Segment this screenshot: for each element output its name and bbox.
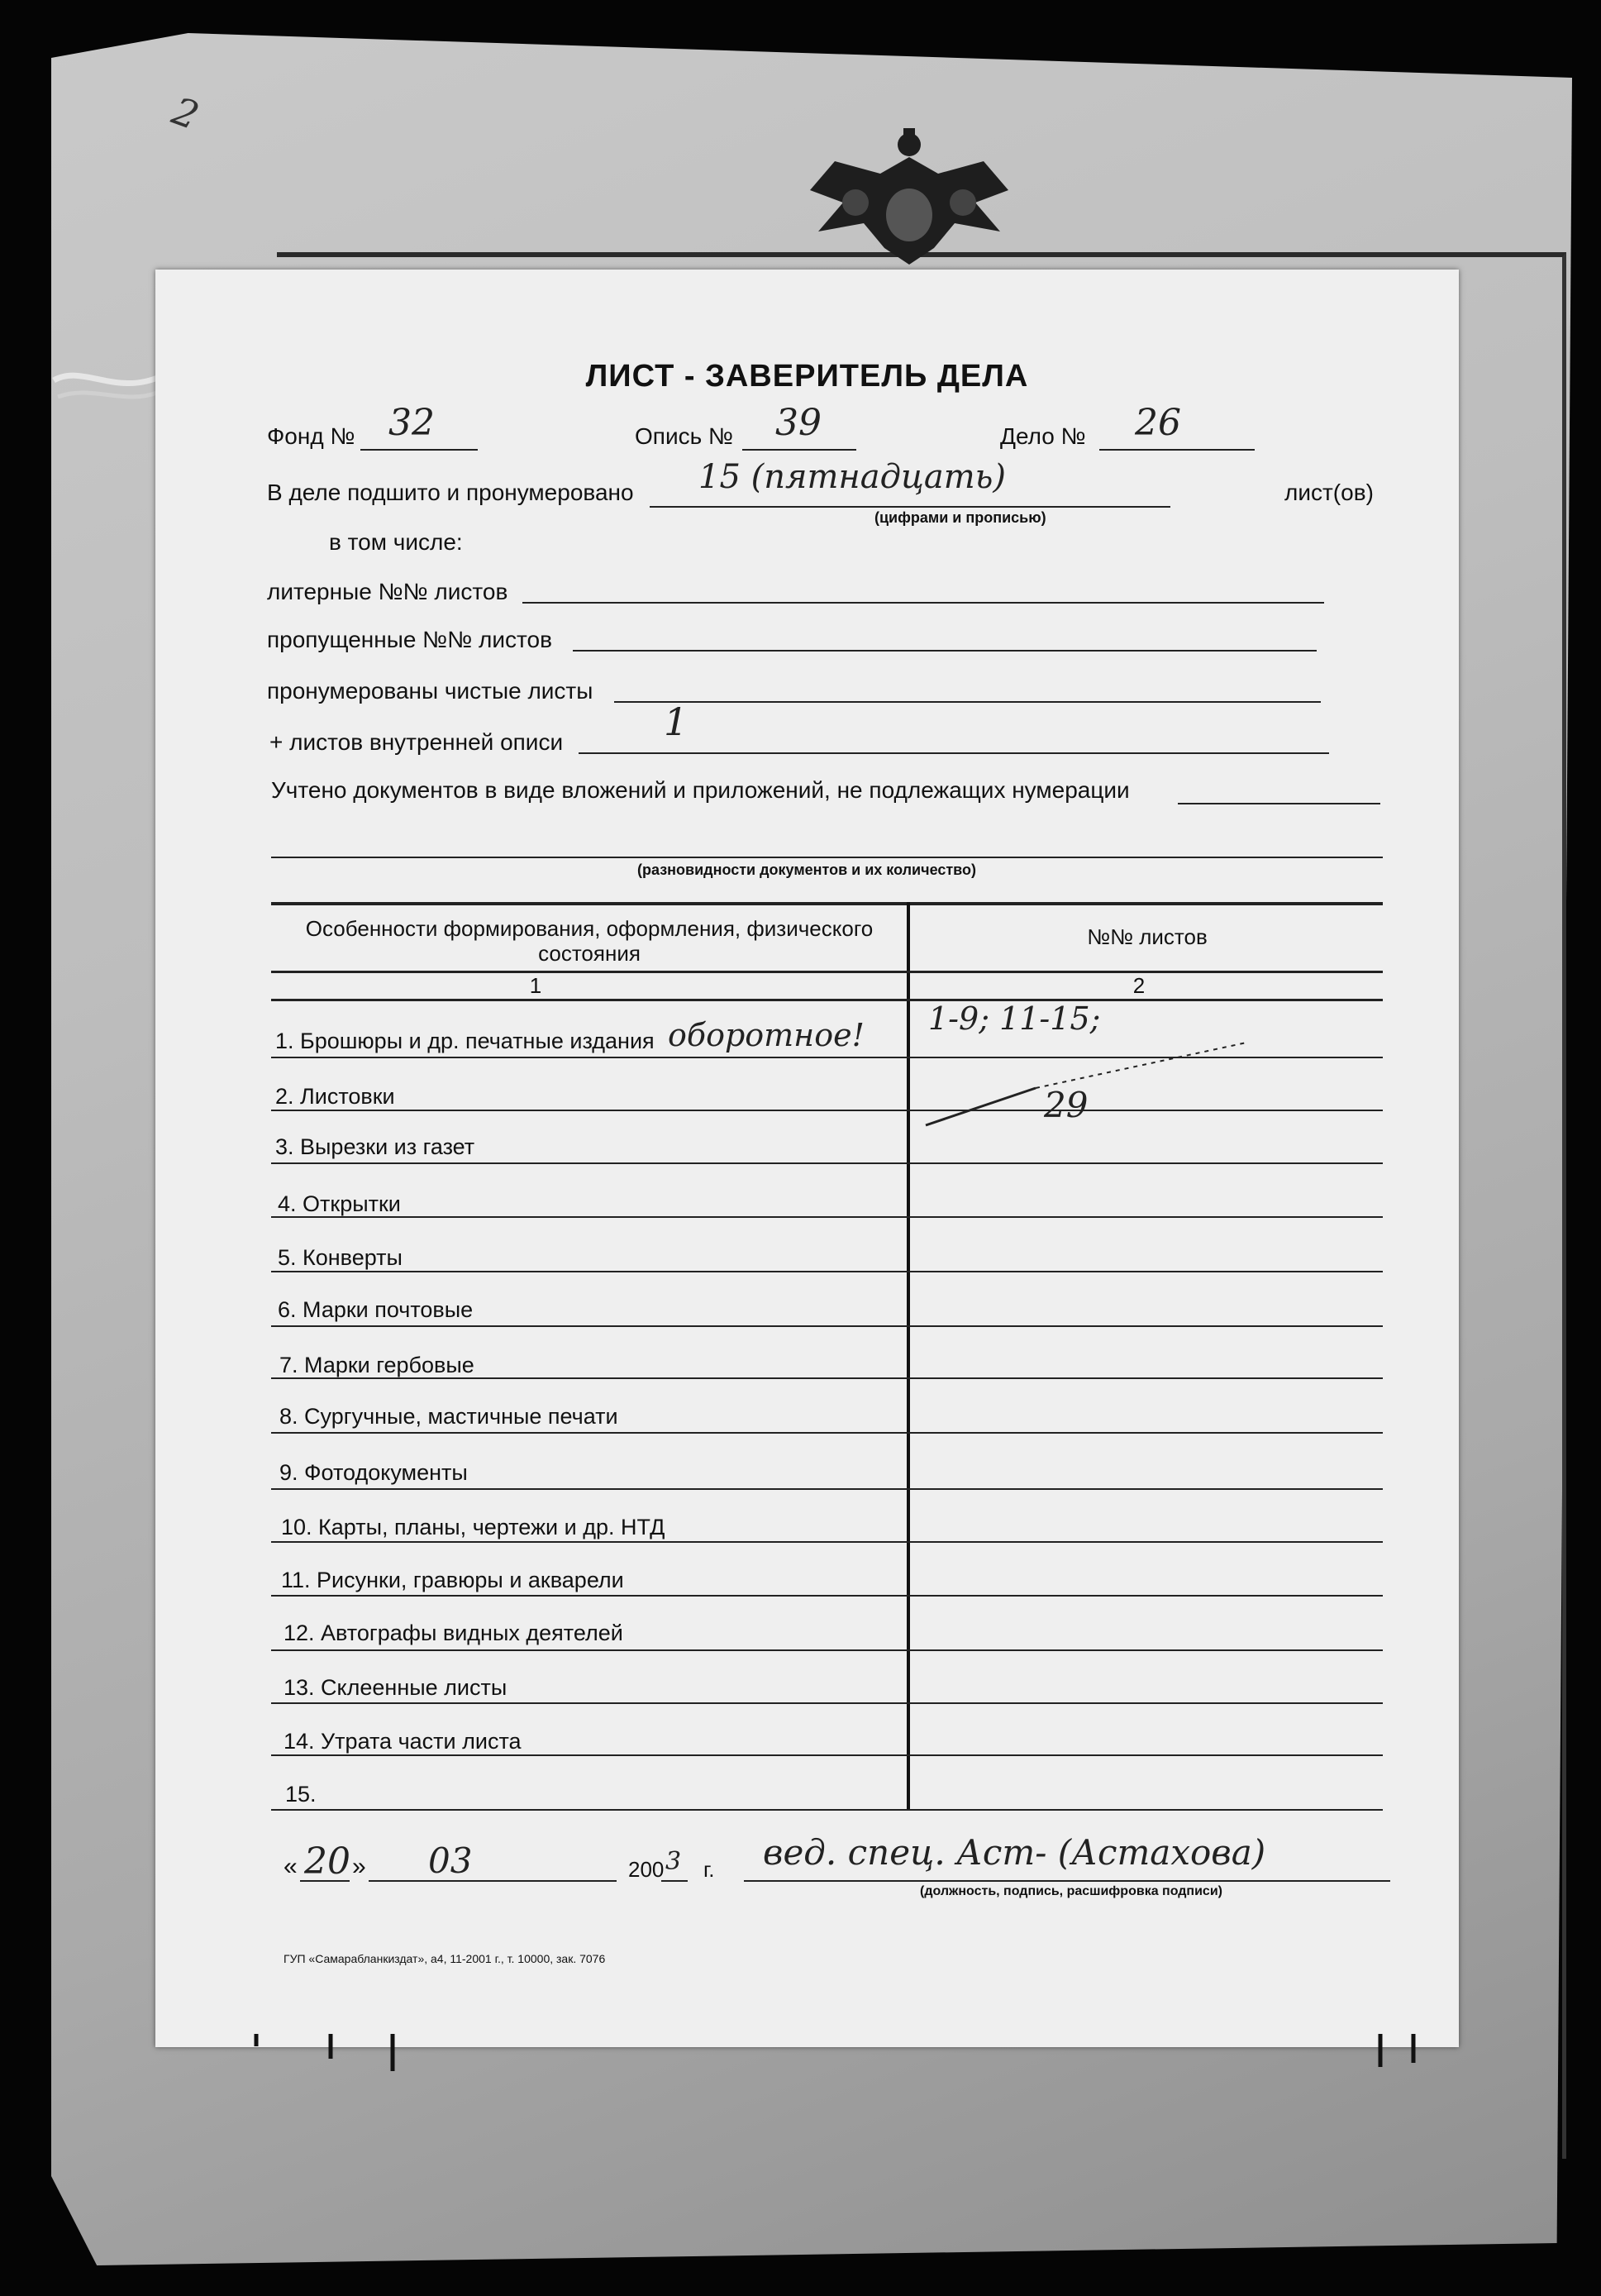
table-row-line bbox=[271, 1325, 1383, 1327]
attachments-underline bbox=[1178, 803, 1380, 804]
table-row-value: 29 bbox=[1044, 1085, 1089, 1125]
delo-label: Дело № bbox=[1000, 423, 1086, 449]
blank-underline bbox=[614, 701, 1321, 703]
table-row-label: 5. Конверты bbox=[278, 1245, 403, 1270]
table-row-line bbox=[271, 1809, 1383, 1811]
attachments-label: Учтено документов в виде вложений и приложений, не подлежащих нумерации bbox=[271, 777, 1130, 803]
including-label: в том числе: bbox=[329, 529, 463, 555]
inner-inventory-label: + листов внутренней описи bbox=[269, 729, 564, 755]
lettered-underline bbox=[522, 602, 1324, 604]
table-row-line bbox=[271, 1488, 1383, 1490]
table-row-line bbox=[271, 1754, 1383, 1756]
table-row-label: 11. Рисунки, гравюры и акварели bbox=[281, 1568, 624, 1592]
table-row-line bbox=[271, 1162, 1383, 1164]
table-row-label: 8. Сургучные, мастичные печати bbox=[279, 1404, 618, 1429]
year-underline bbox=[661, 1880, 688, 1882]
date-month: 03 bbox=[428, 1840, 473, 1881]
table-row-label: 6. Марки почтовые bbox=[278, 1297, 474, 1322]
table-row-label: 3. Вырезки из газет bbox=[275, 1134, 475, 1159]
table-row-label: 9. Фотодокументы bbox=[279, 1460, 468, 1485]
inner-inventory-underline bbox=[579, 752, 1329, 754]
col2-number: 2 bbox=[1132, 973, 1146, 998]
table-row-label: 14. Утрата части листа bbox=[284, 1729, 522, 1754]
table-top-border bbox=[271, 902, 1383, 905]
year-unit: г. bbox=[703, 1857, 715, 1882]
month-underline bbox=[369, 1880, 617, 1882]
year-prefix: 200 bbox=[628, 1857, 665, 1882]
table-row-line bbox=[271, 1377, 1383, 1379]
table-row-label: 4. Открытки bbox=[278, 1191, 401, 1216]
col1-header: Особенности формирования, оформления, физического состояния bbox=[305, 916, 874, 966]
signature-underline bbox=[744, 1880, 1390, 1882]
table-row-label: 15. bbox=[285, 1782, 317, 1807]
attachments-second-line bbox=[271, 857, 1383, 858]
table-row-note: оборотное! bbox=[668, 1017, 865, 1053]
lettered-label: литерные №№ листов bbox=[267, 579, 508, 604]
opis-value: 39 bbox=[775, 402, 822, 444]
table-row-line bbox=[271, 1595, 1383, 1597]
signature-hint: (должность, подпись, расшифровка подписи) bbox=[920, 1884, 1222, 1898]
date-quote-close: » bbox=[352, 1853, 366, 1880]
fond-underline bbox=[360, 449, 478, 451]
table-row-line bbox=[271, 1649, 1383, 1651]
double-headed-eagle-emblem bbox=[785, 124, 1033, 273]
number-row-line bbox=[271, 999, 1383, 1001]
blank-label: пронумерованы чистые листы bbox=[267, 678, 593, 704]
sewn-value: 15 (пятнадцать) bbox=[698, 458, 1007, 496]
skipped-label: пропущенные №№ листов bbox=[267, 627, 552, 652]
delo-value: 26 bbox=[1135, 402, 1181, 444]
sewn-underline bbox=[650, 506, 1170, 508]
fond-label: Фонд № bbox=[267, 423, 355, 449]
table-row-line bbox=[271, 1216, 1383, 1218]
day-underline bbox=[300, 1880, 350, 1882]
table-row-label: 2. Листовки bbox=[275, 1084, 395, 1109]
date-quote-open: « bbox=[284, 1853, 298, 1880]
sheet-title: ЛИСТ - ЗАВЕРИТЕЛЬ ДЕЛА bbox=[585, 359, 1029, 394]
table-row-line bbox=[271, 1541, 1383, 1543]
strike-through-mark bbox=[924, 1038, 1255, 1129]
table-column-divider bbox=[907, 902, 910, 1809]
table-row-value: 1-9; 11-15; bbox=[928, 1000, 1101, 1037]
opis-label: Опись № bbox=[635, 423, 733, 449]
attachments-hint: (разновидности документов и их количество) bbox=[637, 862, 976, 878]
certifying-sheet bbox=[155, 270, 1459, 2047]
table-row-line bbox=[271, 1702, 1383, 1704]
table-row-line bbox=[271, 1271, 1383, 1272]
sewn-label: В деле подшито и пронумеровано bbox=[267, 480, 634, 505]
table-row-label: 12. Автографы видных деятелей bbox=[284, 1621, 623, 1645]
table-row-line bbox=[271, 1432, 1383, 1434]
col2-header: №№ листов bbox=[1087, 924, 1208, 949]
table-row-label: 13. Склеенные листы bbox=[284, 1675, 507, 1700]
folder-pencil-note: 2 bbox=[166, 88, 205, 139]
signer: вед. спец. Аст- (Астахова) bbox=[763, 1832, 1266, 1873]
table-row-label: 10. Карты, планы, чертежи и др. НТД bbox=[281, 1515, 665, 1539]
year-suffix: 3 bbox=[665, 1847, 682, 1876]
col1-number: 1 bbox=[529, 973, 542, 998]
printer-imprint: ГУП «Самарабланкиздат», а4, 11-2001 г., т. 10000, зак. 7076 bbox=[284, 1952, 606, 1965]
inner-inventory-value: 1 bbox=[664, 699, 689, 744]
delo-underline bbox=[1099, 449, 1255, 451]
folder-bottom-marks bbox=[248, 2034, 1446, 2075]
opis-underline bbox=[742, 449, 856, 451]
binding-string bbox=[50, 347, 165, 422]
sewn-suffix: лист(ов) bbox=[1284, 480, 1374, 505]
table-row-label: 7. Марки гербовые bbox=[279, 1353, 474, 1377]
date-day: 20 bbox=[304, 1840, 350, 1883]
skipped-underline bbox=[573, 650, 1317, 652]
fond-value: 32 bbox=[388, 402, 435, 444]
table-row-label: 1. Брошюры и др. печатные издания bbox=[275, 1029, 655, 1053]
header-bottom-line bbox=[271, 971, 1383, 973]
sewn-hint: (цифрами и прописью) bbox=[874, 509, 1046, 526]
